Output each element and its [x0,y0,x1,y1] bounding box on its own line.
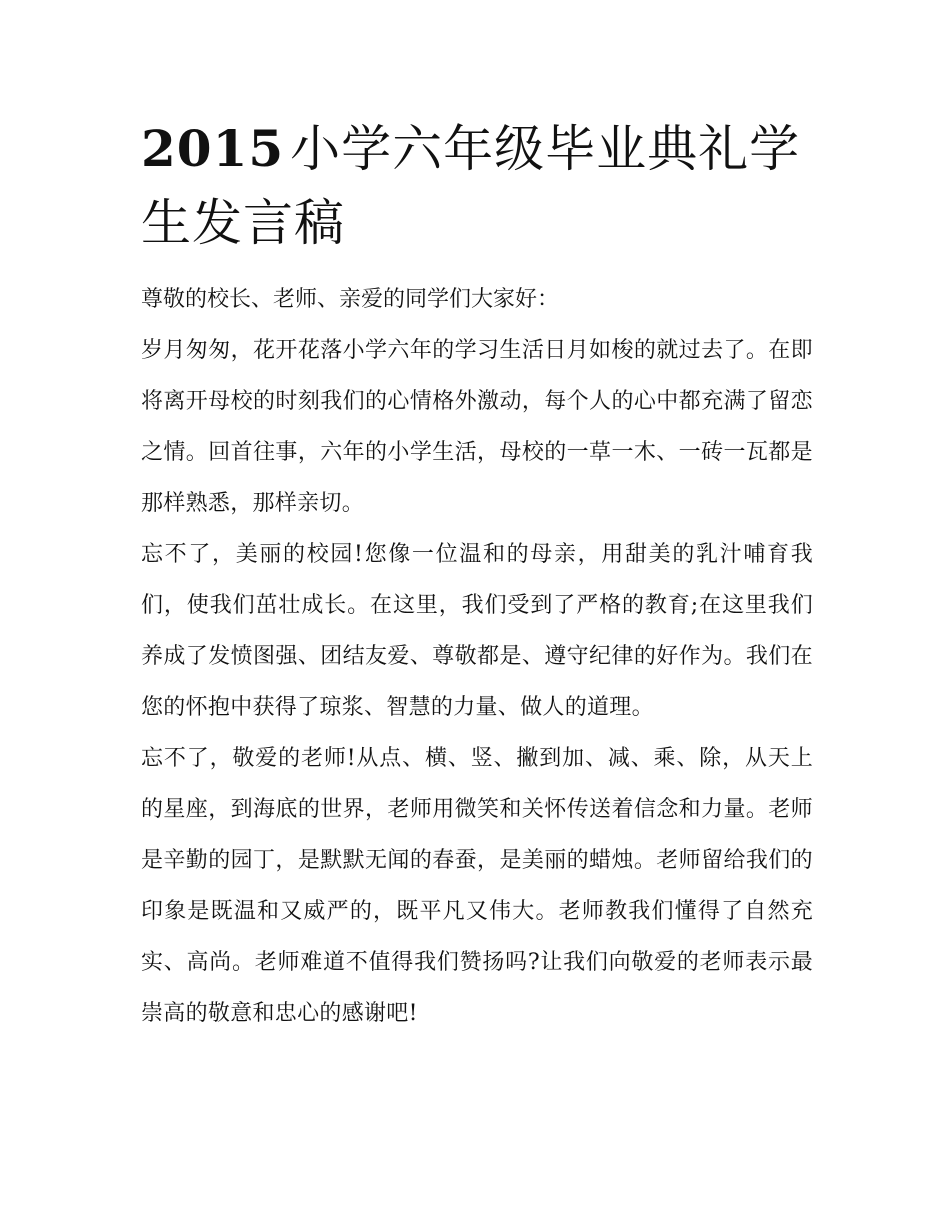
document-title [141,112,813,260]
paragraph-2: 忘不了，美丽的校园!您像一位温和的母亲，用甜美的乳汁哺育我们，使我们茁壮成长。在这里，我们受到了严格的教育;在这里我们养成了发愤图强、团结友爱、尊敬都是、遵守纪律的好作为。我们在您的怀抱中获得了琼浆、智慧的力量、做人的道理。 [141,542,813,720]
title-text: 小学六年级毕业典礼学生发言稿 [141,120,801,252]
paragraph-1: 岁月匆匆，花开花落小学六年的学习生活日月如梭的就过去了。在即将离开母校的时刻我们的心情格外激动，每个人的心中都充满了留恋之情。回首往事，六年的小学生活，母校的一草一木、一砖一瓦都是那样熟悉，那样亲切。 [141,338,813,516]
salutation: 尊敬的校长、老师、亲爱的同学们大家好： [141,287,560,312]
title-year: 2015 [141,119,285,178]
document-page [141,112,813,1039]
paragraph-3: 忘不了，敬爱的老师!从点、横、竖、撇到加、减、乘、除，从天上的星座，到海底的世界，老师用微笑和关怀传送着信念和力量。老师是辛勤的园丁，是默默无闻的春蚕，是美丽的蜡烛。老师留给我们的印象是既温和又威严的，既平凡又伟大。老师教我们懂得了自然充实、高尚。老师难道不值得我们赞扬吗?让我们向敬爱的老师表示最崇高的敬意和忠心的感谢吧! [141,746,813,1026]
